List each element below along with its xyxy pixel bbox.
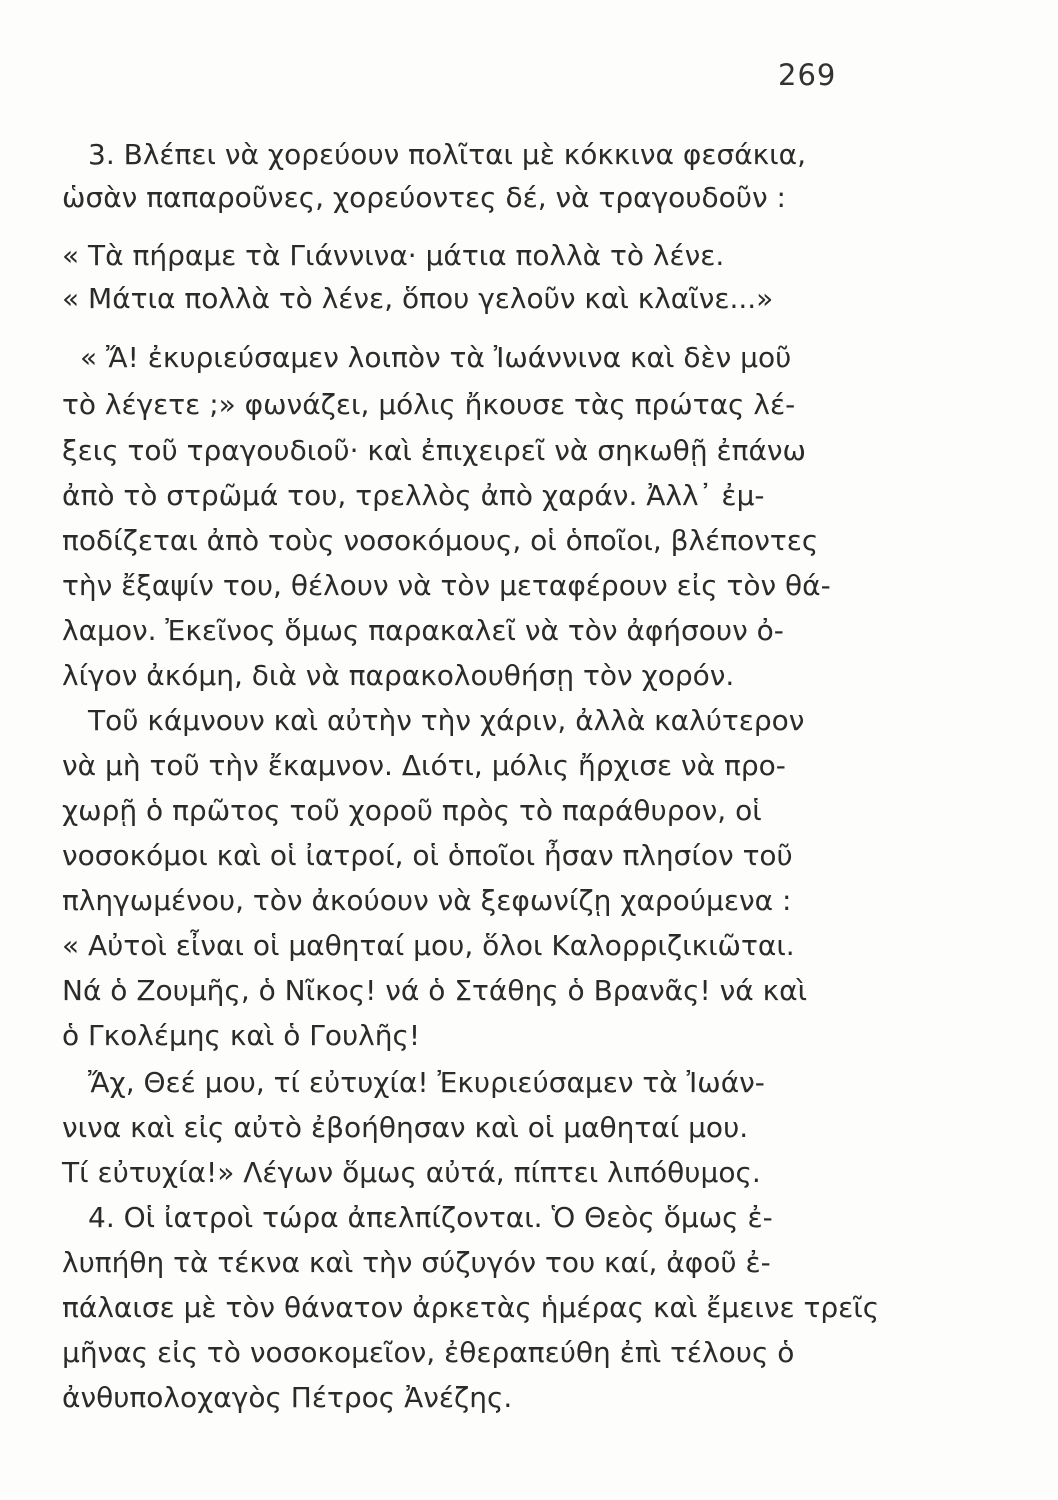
text-line: λυπήθη τὰ τέκνα καὶ τὴν σύζυγόν του καί, ἀφοῦ ἐ- [62,1246,771,1279]
text-line: τὸ λέγετε ;» φωνάζει, μόλις ἤκουσε τὰς πρώτας λέ- [62,388,796,421]
text-line: 4. Οἱ ἰατροὶ τώρα ἀπελπίζονται. Ὁ Θεὸς ὅμως ἐ- [88,1201,773,1234]
text-line: « Ἄ! ἐκυριεύσαμεν λοιπὸν τὰ Ἰωάννινα καὶ δὲν μοῦ [80,341,792,374]
text-line: 3. Βλέπει νὰ χορεύουν πολῖται μὲ κόκκινα φεσάκια, [88,138,807,171]
text-line: νινα καὶ εἰς αὐτὸ ἐβοήθησαν καὶ οἱ μαθηταί μου. [62,1111,749,1144]
text-line: Νά ὁ Ζουμῆς, ὁ Νῖκος! νά ὁ Στάθης ὁ Βρανᾶς! νά καὶ [62,974,808,1007]
text-line: ποδίζεται ἀπὸ τοὺς νοσοκόμους, οἱ ὁποῖοι, βλέποντες [62,524,819,557]
text-line: μῆνας εἰς τὸ νοσοκομεῖον, ἐθεραπεύθη ἐπὶ τέλους ὁ [62,1336,795,1369]
text-line: « Μάτια πολλὰ τὸ λένε, ὅπου γελοῦν καὶ κλαῖνε...» [62,282,774,315]
text-line: ὁ Γκολέμης καὶ ὁ Γουλῆς! [62,1019,421,1052]
text-line: Ἄχ, Θεέ μου, τί εὐτυχία! Ἐκυριεύσαμεν τὰ Ἰωάν- [88,1066,765,1099]
text-line: νὰ μὴ τοῦ τὴν ἔκαμνον. Διότι, μόλις ἤρχισε νὰ προ- [62,749,786,782]
text-line: τὴν ἔξαψίν του, θέλουν νὰ τὸν μεταφέρουν εἰς τὸν θά- [62,569,831,602]
text-line: ὡσὰν παπαροῦνες, χορεύοντες δέ, νὰ τραγουδοῦν : [62,181,786,214]
text-line: ἀνθυπολοχαγὸς Πέτρος Ἀνέζης. [62,1381,513,1414]
text-line: λαμον. Ἐκεῖνος ὅμως παρακαλεῖ νὰ τὸν ἀφήσουν ὀ- [62,614,784,647]
text-line: « Τὰ πήραμε τὰ Γιάννινα· μάτια πολλὰ τὸ λένε. [62,239,725,272]
text-line: νοσοκόμοι καὶ οἱ ἰατροί, οἱ ὁποῖοι ἦσαν πλησίον τοῦ [62,839,793,872]
text-line: ἀπὸ τὸ στρῶμά του, τρελλὸς ἀπὸ χαράν. Ἀλλ᾽ ἐμ- [62,479,765,512]
text-line: λίγον ἀκόμη, διὰ νὰ παρακολουθήσῃ τὸν χορόν. [62,659,735,692]
text-line: Τί εὐτυχία!» Λέγων ὅμως αὐτά, πίπτει λιπόθυμος. [62,1156,761,1189]
text-line: πάλαισε μὲ τὸν θάνατον ἀρκετὰς ἡμέρας καὶ ἔμεινε τρεῖς [62,1291,880,1324]
text-line: χωρῇ ὁ πρῶτος τοῦ χοροῦ πρὸς τὸ παράθυρον, οἱ [62,794,762,827]
text-line: ξεις τοῦ τραγουδιοῦ· καὶ ἐπιχειρεῖ νὰ σηκωθῇ ἐπάνω [62,434,806,467]
text-line: « Αὐτοὶ εἶναι οἱ μαθηταί μου, ὅλοι Καλορριζικιῶται. [62,929,795,962]
text-line: πληγωμένου, τὸν ἀκούουν νὰ ξεφωνίζῃ χαρούμενα : [62,884,792,917]
text-line: Τοῦ κάμνουν καὶ αὐτὴν τὴν χάριν, ἀλλὰ καλύτερον [88,704,805,737]
page-number: 269 [778,58,837,92]
